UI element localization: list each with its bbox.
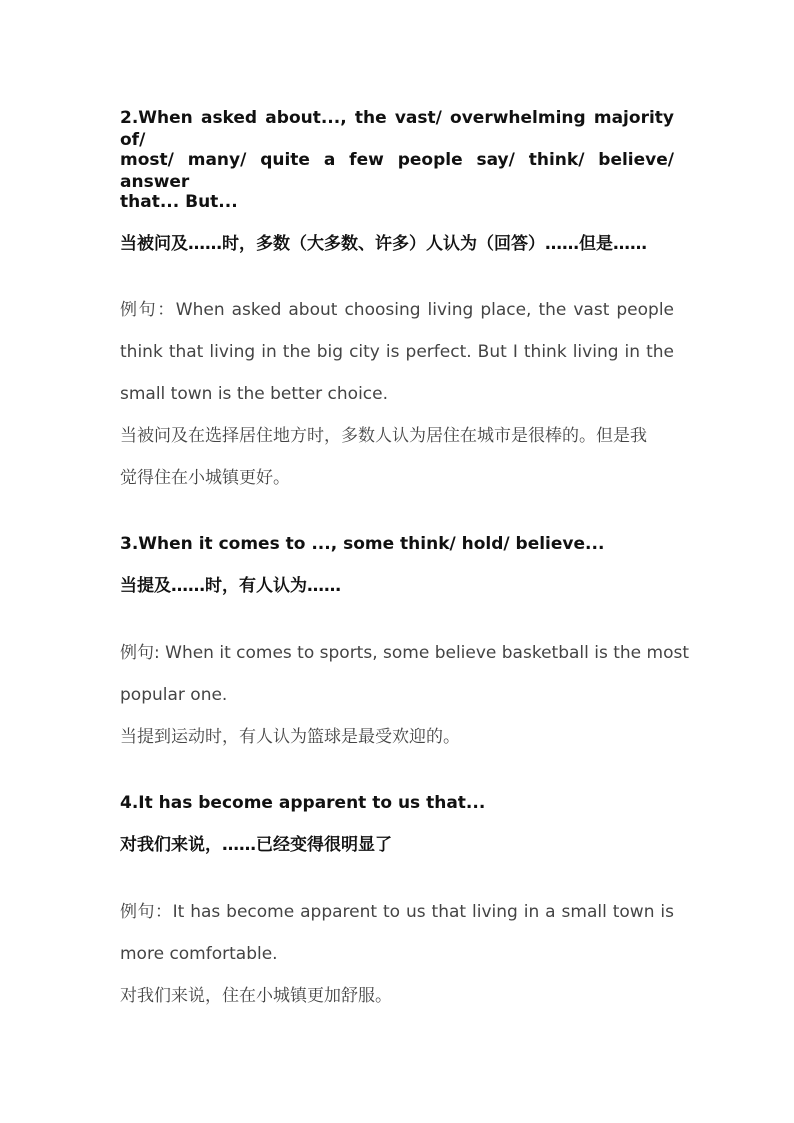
section-2-example-line-3: small town is the better choice. [120,384,389,404]
section-2-translation-line-2: 觉得住在小城镇更好。 [120,468,290,488]
section-3-example-line-1: 例句: When it comes to sports, some believe basketball is the most [120,643,690,663]
section-4-example-line-1: 例句：It has become apparent to us that living in a small town is [120,902,674,922]
section-3-translation: 当提到运动时，有人认为篮球是最受欢迎的。 [120,727,460,747]
section-2-heading-chinese: 当被问及……时，多数（大多数、许多）人认为（回答）……但是…… [120,234,647,254]
section-3-heading: 3.When it comes to ..., some think/ hold/ believe... [120,534,605,554]
section-2-translation-line-1: 当被问及在选择居住地方时，多数人认为居住在城市是很棒的。但是我 [120,426,647,446]
section-3-heading-chinese: 当提及……时，有人认为…… [120,576,341,596]
section-2-heading-line-2: most/ many/ quite a few people say/ think/ believe/ answer [120,150,674,192]
section-4-heading-chinese: 对我们来说，……已经变得很明显了 [120,835,392,855]
section-3-example-line-2: popular one. [120,685,228,705]
section-2-heading-line-1: 2.When asked about..., the vast/ overwhelming majority of/ [120,108,674,150]
section-4-example-line-2: more comfortable. [120,944,278,964]
section-2-example-line-2: think that living in the big city is perfect. But I think living in the [120,342,674,362]
section-2-heading-line-3: that... But... [120,192,238,212]
section-2-example-line-1: 例句：When asked about choosing living place, the vast people [120,300,674,320]
section-4-heading: 4.It has become apparent to us that... [120,793,486,813]
section-4-translation: 对我们来说，住在小城镇更加舒服。 [120,986,392,1006]
